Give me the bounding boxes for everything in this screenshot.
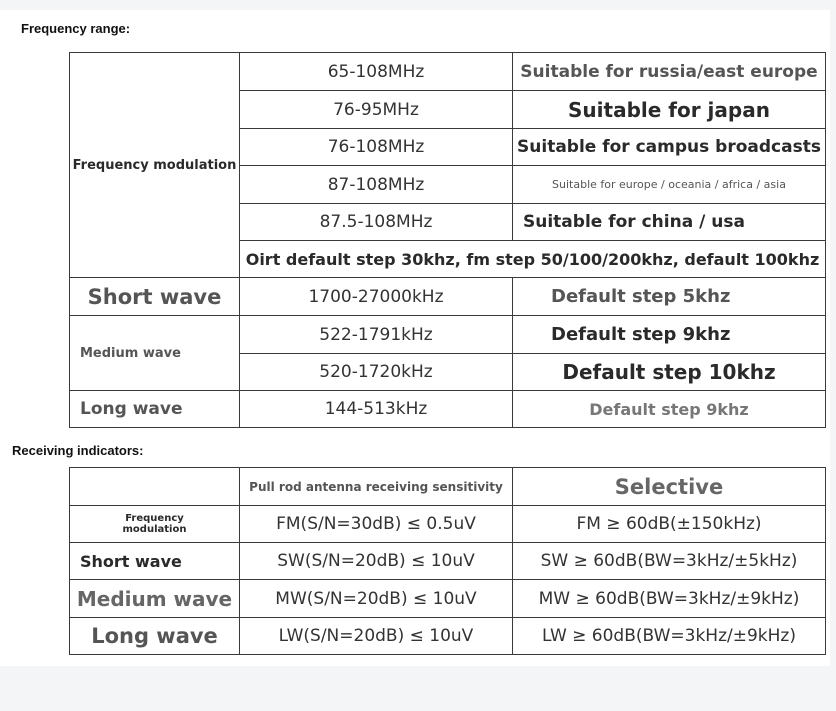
table-row	[70, 506, 826, 543]
fm-step-note: Oirt default step 30khz, fm step 50/100/200khz, default 100khz	[240, 241, 826, 278]
table-row	[70, 468, 826, 506]
fm-band-cell	[70, 506, 240, 543]
fm-range-cell: 87.5-108MHz	[240, 204, 513, 241]
sw-selective-cell: SW ≥ 60dB(BW=3kHz/±5kHz)	[513, 543, 826, 580]
header-blank-cell	[70, 468, 240, 506]
long-wave-note: Default step 9khz	[513, 391, 826, 428]
long-wave-label: Long wave	[70, 391, 240, 428]
fm-note-cell: Suitable for russia/east europe	[513, 53, 826, 91]
fm-band-label: Frequency modulation	[70, 53, 240, 278]
fm-band-label: Frequency modulation	[122, 513, 187, 535]
fm-range-cell: 76-95MHz	[240, 91, 513, 129]
fm-note-cell: Suitable for china / usa	[513, 204, 826, 241]
medium-wave-note: Default step 9khz	[513, 316, 826, 354]
frequency-range-table	[69, 52, 826, 428]
sw-band-cell: Short wave	[70, 543, 240, 580]
receiving-indicators-table	[69, 467, 826, 655]
fm-selective-cell: FM ≥ 60dB(±150kHz)	[513, 506, 826, 543]
table-row	[70, 580, 826, 618]
fm-note-cell: Suitable for japan	[513, 91, 826, 129]
table-row	[70, 391, 826, 428]
fm-note-cell: Suitable for campus broadcasts	[513, 129, 826, 166]
receiving-indicators-heading: Receiving indicators:	[12, 443, 144, 458]
table-row	[70, 543, 826, 580]
fm-range-cell: 87-108MHz	[240, 166, 513, 204]
selective-header: Selective	[513, 468, 826, 506]
frequency-range-heading: Frequency range:	[21, 21, 131, 36]
mw-band-cell: Medium wave	[70, 580, 240, 618]
mw-sensitivity-cell: MW(S/N=20dB) ≤ 10uV	[240, 580, 513, 618]
fm-note-cell: Suitable for europe / oceania / africa / asia	[513, 166, 826, 204]
lw-band-cell: Long wave	[70, 618, 240, 655]
medium-wave-range: 522-1791kHz	[240, 316, 513, 354]
medium-wave-note: Default step 10khz	[513, 354, 826, 391]
sensitivity-header: Pull rod antenna receiving sensitivity	[240, 468, 513, 506]
lw-sensitivity-cell: LW(S/N=20dB) ≤ 10uV	[240, 618, 513, 655]
mw-selective-cell: MW ≥ 60dB(BW=3kHz/±9kHz)	[513, 580, 826, 618]
short-wave-note: Default step 5khz	[513, 278, 826, 316]
table-row	[70, 316, 826, 354]
fm-range-cell: 65-108MHz	[240, 53, 513, 91]
table-row	[70, 278, 826, 316]
table-row	[70, 618, 826, 655]
short-wave-label: Short wave	[70, 278, 240, 316]
sw-sensitivity-cell: SW(S/N=20dB) ≤ 10uV	[240, 543, 513, 580]
medium-wave-label: Medium wave	[70, 316, 240, 391]
short-wave-range: 1700-27000kHz	[240, 278, 513, 316]
fm-sensitivity-cell: FM(S/N=30dB) ≤ 0.5uV	[240, 506, 513, 543]
medium-wave-range: 520-1720kHz	[240, 354, 513, 391]
lw-selective-cell: LW ≥ 60dB(BW=3kHz/±9kHz)	[513, 618, 826, 655]
table-row	[70, 53, 826, 91]
fm-range-cell: 76-108MHz	[240, 129, 513, 166]
long-wave-range: 144-513kHz	[240, 391, 513, 428]
